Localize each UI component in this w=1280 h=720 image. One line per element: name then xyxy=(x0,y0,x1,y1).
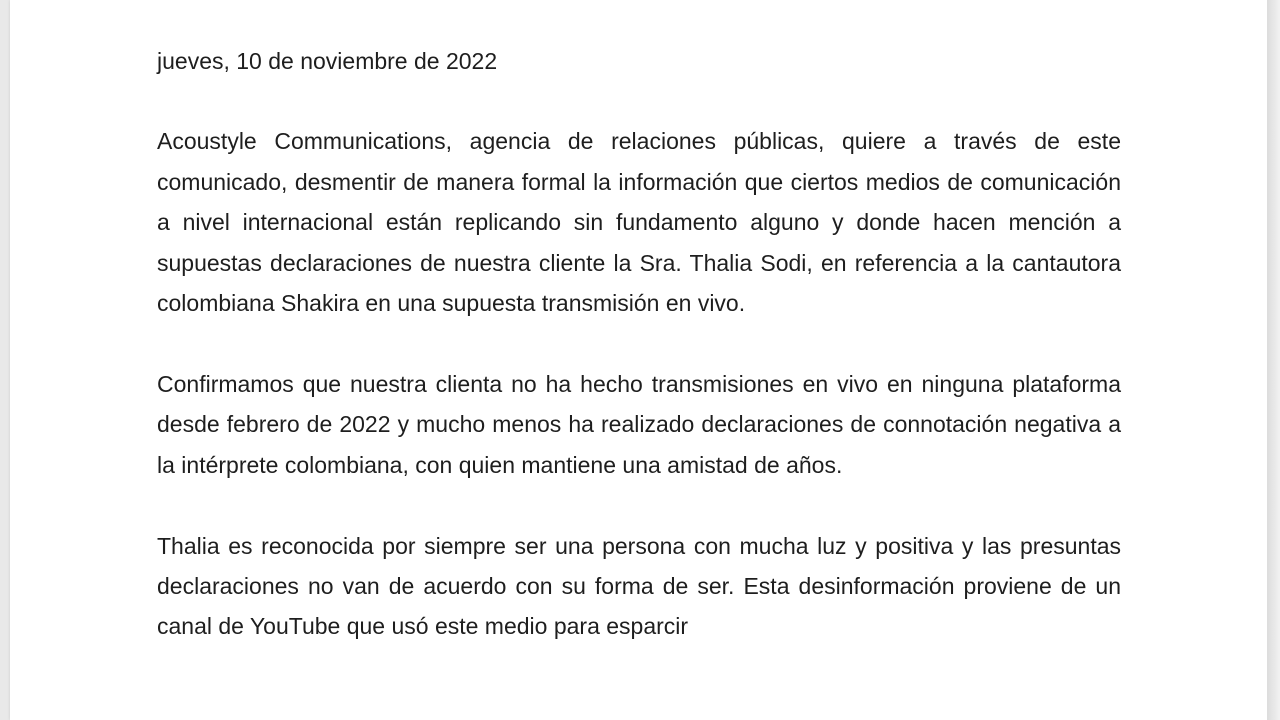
document-date: jueves, 10 de noviembre de 2022 xyxy=(157,48,498,74)
paragraph-3: Thalia es reconocida por siempre ser una persona con mucha luz y positiva y las presuntas declaraciones no van de acuerdo con su forma de ser. Esta desinformación proviene de un canal de YouTube que usó este medio para esparcir xyxy=(157,532,1121,640)
document-page xyxy=(10,0,1267,720)
page-edge-shadow xyxy=(1267,0,1280,720)
paragraph-1: Acoustyle Communications, agencia de relaciones públicas, quiere a través de este comunicado, desmentir de manera formal la información que ciertos medios de comunicación a nivel internacional están replicando sin fundamento alguno y donde hacen mención a supuestas declaraciones de nuestra cliente la Sra. Thalia Sodi, en referencia a la cantautora colombiana Shakira en una supuesta transmisión en vivo. xyxy=(157,128,1121,317)
document-body xyxy=(157,41,1121,687)
paragraph-2: Confirmamos que nuestra clienta no ha hecho transmisiones en vivo en ninguna plataforma desde febrero de 2022 y mucho menos ha realizado declaraciones de connotación negativa a la intérprete colombiana, con quien mantiene una amistad de años. xyxy=(157,370,1121,478)
